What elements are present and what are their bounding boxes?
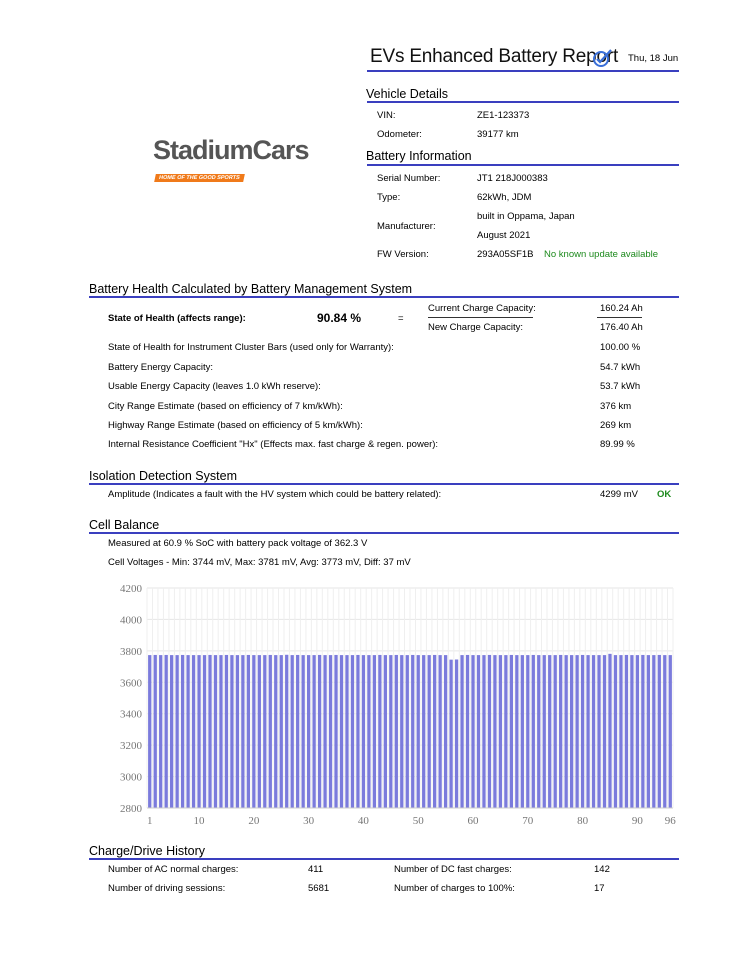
cell-bar	[625, 655, 628, 808]
isolation-rule	[89, 483, 679, 485]
logo-tagline: HOME OF THE GOOD SPORTS	[154, 174, 244, 182]
isolation-label: Amplitude (Indicates a fault with the HV system which could be battery related):	[108, 489, 442, 500]
y-tick-label: 3400	[120, 708, 142, 721]
cell-bar	[236, 655, 239, 808]
cell-bar	[225, 655, 228, 808]
cell-bar	[318, 655, 321, 808]
cell-bar	[630, 655, 633, 808]
cell-bar	[269, 655, 272, 808]
cell-bar	[302, 655, 305, 808]
isolation-heading: Isolation Detection System	[89, 469, 237, 483]
health-row-label: City Range Estimate (based on efficiency of 7 km/kWh):	[108, 401, 343, 412]
manufacturer-date: August 2021	[477, 230, 531, 241]
cell-bar	[307, 655, 310, 808]
cell-bar	[280, 655, 283, 808]
cell-bar	[181, 655, 184, 808]
x-tick-label: 60	[467, 815, 479, 827]
cell-bar	[581, 655, 584, 808]
cell-balance-heading: Cell Balance	[89, 518, 160, 532]
soh-label: State of Health (affects range):	[108, 313, 246, 324]
cell-bar	[400, 655, 403, 808]
cell-bar	[323, 655, 326, 808]
cell-bar	[252, 655, 255, 808]
x-tick-label: 40	[357, 815, 369, 827]
cell-bar	[362, 655, 365, 808]
new-capacity-label: New Charge Capacity:	[428, 322, 524, 333]
current-capacity-label: Current Charge Capacity:	[428, 303, 536, 314]
health-row-value: 269 km	[600, 420, 632, 431]
cell-bar	[504, 655, 507, 808]
y-tick-label: 3000	[120, 771, 142, 784]
battery-info-heading: Battery Information	[366, 149, 472, 163]
health-row-value: 54.7 kWh	[600, 362, 641, 373]
x-tick-label: 20	[248, 815, 260, 827]
cell-bar	[285, 655, 288, 808]
isolation-value: 4299 mV	[600, 489, 639, 500]
cell-bar	[597, 655, 600, 808]
cell-bar	[417, 655, 420, 808]
cell-bar	[614, 655, 617, 808]
cell-bar	[466, 655, 469, 808]
cell-bar	[175, 655, 178, 808]
logo-name: StadiumCars	[153, 135, 309, 165]
cell-bar	[165, 655, 168, 808]
cell-bar	[652, 655, 655, 808]
cell-bar	[241, 655, 244, 808]
cell-bar	[428, 655, 431, 808]
health-row-value: 53.7 kWh	[600, 381, 641, 392]
cell-bar	[548, 655, 551, 808]
report-title: EVs Enhanced Battery Report	[370, 46, 619, 67]
cell-bar	[422, 655, 425, 808]
cell-bar	[406, 655, 409, 808]
cell-bar	[197, 655, 200, 808]
health-row-label: Usable Energy Capacity (leaves 1.0 kWh reserve):	[108, 381, 321, 392]
battery-check-icon	[591, 46, 615, 68]
serial-label: Serial Number:	[377, 173, 441, 184]
cell-voltage-chart	[100, 578, 690, 830]
cell-bar	[619, 655, 622, 808]
vehicle-details-heading: Vehicle Details	[366, 87, 448, 101]
cell-bar	[537, 655, 540, 808]
cell-bar	[592, 655, 595, 808]
fraction-line-value	[597, 317, 642, 318]
cell-bar	[586, 655, 589, 808]
cell-bar	[170, 655, 173, 808]
report-date: Thu, 18 Jun	[628, 53, 679, 64]
health-row-value: 376 km	[600, 401, 632, 412]
cell-bar	[154, 655, 157, 808]
cell-bar	[192, 655, 195, 808]
y-tick-label: 3200	[120, 740, 142, 753]
x-tick-label: 10	[193, 815, 205, 827]
y-tick-label: 3800	[120, 645, 142, 658]
history-heading: Charge/Drive History	[89, 844, 206, 858]
cell-bar	[345, 655, 348, 808]
cell-bar	[608, 654, 611, 808]
cell-bar	[477, 655, 480, 808]
cell-bar	[312, 655, 315, 808]
cell-bar	[521, 655, 524, 808]
fw-status: No known update available	[544, 249, 659, 260]
full-charges-label: Number of charges to 100%:	[394, 883, 515, 894]
cell-bar	[291, 655, 294, 808]
cell-bar	[565, 655, 568, 808]
health-row-value: 100.00 %	[600, 342, 641, 353]
dc-charges-value: 142	[594, 864, 610, 875]
cell-bar	[230, 655, 233, 808]
header-rule	[367, 70, 679, 72]
cell-bar	[334, 655, 337, 808]
odometer-label: Odometer:	[377, 129, 422, 140]
cell-bar	[148, 655, 151, 808]
x-tick-label: 96	[664, 815, 676, 827]
cell-bar	[526, 655, 529, 808]
health-rule	[89, 296, 679, 298]
ac-charges-value: 411	[308, 864, 324, 875]
driving-sessions-value: 5681	[308, 883, 330, 894]
current-capacity-value: 160.24 Ah	[600, 303, 643, 314]
health-row-label: State of Health for Instrument Cluster Bars (used only for Warranty):	[108, 342, 394, 353]
health-row-value: 89.99 %	[600, 439, 635, 450]
cell-bar	[433, 655, 436, 808]
cell-bar	[389, 655, 392, 808]
cell-bar	[493, 655, 496, 808]
vin-value: ZE1-123373	[477, 110, 530, 121]
cell-bar	[258, 655, 261, 808]
cell-bar	[444, 655, 447, 808]
x-tick-label: 30	[303, 815, 315, 827]
y-tick-label: 3600	[120, 677, 142, 690]
cell-bar	[378, 655, 381, 808]
type-value: 62kWh, JDM	[477, 192, 532, 203]
cell-bar	[340, 655, 343, 808]
cell-bar	[384, 655, 387, 808]
cell-bar	[515, 655, 518, 808]
cell-bar	[471, 655, 474, 808]
cell-bar	[669, 655, 672, 808]
odometer-value: 39177 km	[477, 129, 519, 140]
cell-voltages: Cell Voltages - Min: 3744 mV, Max: 3781 mV, Avg: 3773 mV, Diff: 37 mV	[108, 557, 411, 568]
y-tick-label: 4200	[120, 583, 142, 595]
cell-bar	[636, 655, 639, 808]
soh-value: 90.84 %	[317, 311, 362, 325]
cell-bar	[395, 655, 398, 808]
x-tick-label: 1	[146, 815, 153, 827]
cell-bar	[438, 655, 441, 808]
battery-health-heading: Battery Health Calculated by Battery Management System	[89, 282, 413, 296]
cell-bar	[647, 655, 650, 808]
health-row-label: Highway Range Estimate (based on efficiency of 5 km/kWh):	[108, 420, 363, 431]
cell-bar	[559, 655, 562, 808]
vehicle-rule	[367, 101, 679, 103]
fw-value: 293A05SF1B	[477, 249, 534, 260]
dc-charges-label: Number of DC fast charges:	[394, 864, 512, 875]
driving-sessions-label: Number of driving sessions:	[108, 883, 226, 894]
fraction-line	[428, 317, 533, 318]
cell-measured: Measured at 60.9 % SoC with battery pack voltage of 362.3 V	[108, 538, 368, 549]
cell-bar	[373, 655, 376, 808]
cell-bar	[488, 655, 491, 808]
cell-bar	[449, 660, 452, 808]
soh-equals: =	[398, 313, 404, 324]
cell-bar	[411, 655, 414, 808]
ac-charges-label: Number of AC normal charges:	[108, 864, 239, 875]
cell-bar	[356, 655, 359, 808]
health-row-label: Internal Resistance Coefficient "Hx" (Effects max. fast charge & regen. power):	[108, 439, 439, 450]
x-tick-label: 70	[522, 815, 534, 827]
cell-bar	[499, 655, 502, 808]
cell-bar	[351, 655, 354, 808]
cell-bar	[274, 655, 277, 808]
cell-bar	[510, 655, 513, 808]
cell-bar	[263, 655, 266, 808]
cell-bar	[603, 655, 606, 808]
x-tick-label: 50	[412, 815, 424, 827]
y-tick-label: 4000	[120, 614, 142, 627]
cell-bar	[159, 655, 162, 808]
manufacturer-location: built in Oppama, Japan	[477, 211, 575, 222]
x-tick-label: 80	[577, 815, 589, 827]
new-capacity-value: 176.40 Ah	[600, 322, 643, 333]
serial-value: JT1 218J000383	[477, 173, 548, 184]
cell-bar	[219, 655, 222, 808]
cell-bar	[554, 655, 557, 808]
history-rule	[89, 858, 679, 860]
health-row-label: Battery Energy Capacity:	[108, 362, 214, 373]
vin-label: VIN:	[377, 110, 396, 121]
cell-bar	[460, 655, 463, 808]
y-tick-label: 2800	[120, 803, 142, 815]
cell-bar	[296, 655, 299, 808]
isolation-status: OK	[657, 489, 672, 500]
battery-info-rule	[367, 164, 679, 166]
cell-bar	[329, 655, 332, 808]
cell-bar	[203, 655, 206, 808]
cell-bar	[575, 655, 578, 808]
full-charges-value: 17	[594, 883, 605, 894]
cell-bar	[570, 655, 573, 808]
manufacturer-label: Manufacturer:	[377, 221, 436, 232]
cell-bar	[367, 655, 370, 808]
cell-bar	[663, 655, 666, 808]
fw-label: FW Version:	[377, 249, 429, 260]
cell-bar	[658, 655, 661, 808]
cell-bar	[543, 655, 546, 808]
cell-bar	[247, 655, 250, 808]
type-label: Type:	[377, 192, 401, 203]
company-logo	[153, 135, 309, 184]
cell-bar	[214, 655, 217, 808]
cell-bar	[482, 655, 485, 808]
cell-bar	[455, 660, 458, 809]
cell-bar	[641, 655, 644, 808]
x-tick-label: 90	[631, 815, 643, 827]
cell-bar	[186, 655, 189, 808]
cell-bar	[532, 655, 535, 808]
cell-bar	[208, 655, 211, 808]
cell-balance-rule	[89, 532, 679, 534]
